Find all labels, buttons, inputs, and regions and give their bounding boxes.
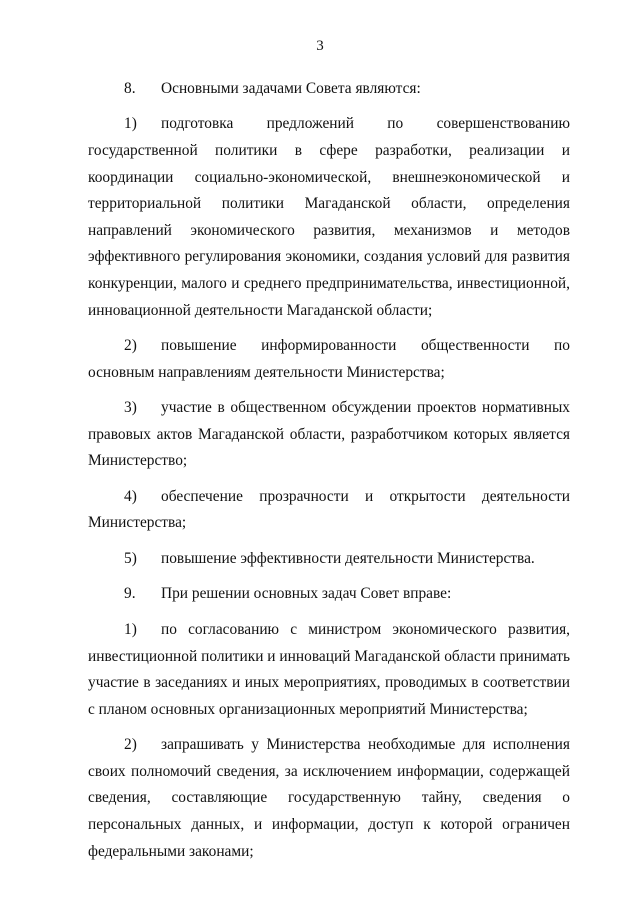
item-number: 5) bbox=[124, 549, 137, 567]
paragraph-8-3 bbox=[88, 395, 570, 475]
paragraph-text: запрашивать у Министерства необходимые для исполнения своих полномочий сведения, за исключением информации, содержащей сведения, составляющие государственную тайну, сведения о персональных данных, и информации, доступ к которой ограничен федеральными законами; bbox=[88, 736, 570, 860]
item-number: 2) bbox=[124, 736, 137, 754]
item-number: 9. bbox=[124, 585, 136, 603]
paragraph-text: обеспечение прозрачности и открытости деятельности Министерства; bbox=[88, 487, 570, 532]
item-number: 8. bbox=[124, 80, 136, 97]
paragraph-8-4 bbox=[88, 484, 570, 537]
paragraph-8-2 bbox=[88, 333, 570, 386]
item-number: 2) bbox=[124, 337, 137, 355]
paragraph-8-1 bbox=[88, 111, 570, 324]
paragraph-9-2 bbox=[88, 732, 570, 865]
document-body bbox=[88, 76, 570, 874]
paragraph-8-5 bbox=[88, 546, 570, 573]
paragraph-9-1 bbox=[88, 617, 570, 723]
paragraph-text: по согласованию с министром экономического развития, инвестиционной политики и инноваций Магаданской области принимать участие в заседаниях и иных мероприятиях, проводимых в соответствии с планом основных организационных мероприятий Министерства; bbox=[88, 620, 570, 718]
paragraph-text: При решении основных задач Совет вправе: bbox=[161, 585, 452, 603]
paragraph-9 bbox=[88, 581, 570, 608]
item-number: 1) bbox=[124, 115, 137, 133]
page-number: 3 bbox=[316, 38, 324, 54]
paragraph-8 bbox=[88, 76, 570, 103]
paragraph-text: повышение эффективности деятельности Министерства. bbox=[161, 549, 535, 567]
item-number: 4) bbox=[124, 487, 137, 505]
paragraph-text: повышение информированности общественности по основным направлениям деятельности Министерства; bbox=[88, 337, 570, 381]
paragraph-text: участие в общественном обсуждении проектов нормативных правовых актов Магаданской области, разработчиком которых является Министерство; bbox=[88, 399, 570, 470]
item-number: 3) bbox=[124, 399, 137, 417]
paragraph-text: Основными задачами Совета являются: bbox=[161, 80, 421, 97]
paragraph-text: подготовка предложений по совершенствованию государственной политики в сфере разработки, реализации и координации социально-экономической, внешнеэкономической и территориальной политики Магаданской области, определения направлений экономического развития, механизмов и методов эффективного регулирования экономики, создания условий для развития конкуренции, малого и среднего предпринимательства, инвестиционной, инновационной деятельности Магаданской области; bbox=[88, 115, 570, 319]
item-number: 1) bbox=[124, 620, 137, 638]
